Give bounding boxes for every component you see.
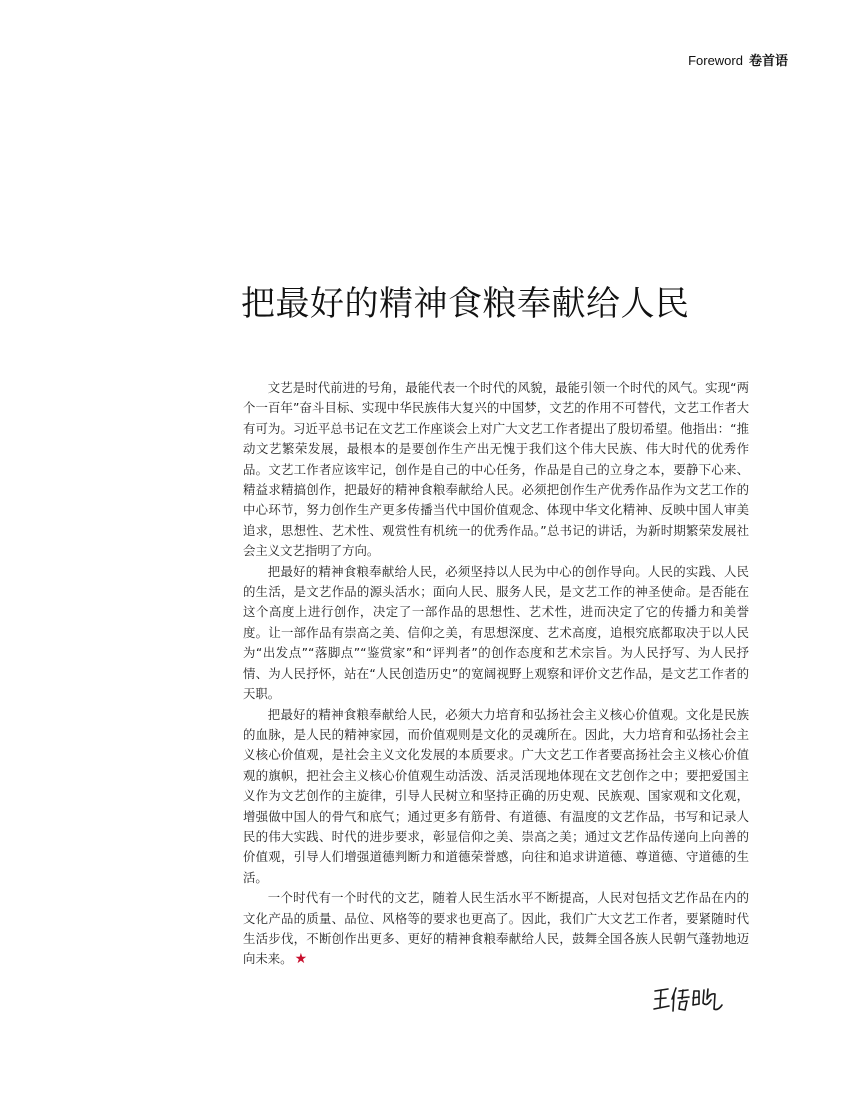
- header-cn: 卷首语: [748, 54, 788, 69]
- end-star-icon: ★: [294, 951, 308, 968]
- article-body: [243, 378, 749, 970]
- author-signature: [652, 985, 724, 1015]
- header-en: Foreword: [688, 53, 743, 68]
- paragraph: 文艺是时代前进的号角，最能代表一个时代的风貌，最能引领一个时代的风气。实现“两个一百年”奋斗目标、实现中华民族伟大复兴的中国梦，文艺的作用不可替代，文艺工作者大有可为。习近平总书记在文艺工作座谈会上对广大文艺工作者提出了殷切希望。他指出：“推动文艺繁荣发展，最根本的是要创作生产出无愧于我们这个伟大民族、伟大时代的优秀作品。文艺工作者应该牢记，创作是自己的中心任务，作品是自己的立身之本，要静下心来、精益求精搞创作，把最好的精神食粮奉献给人民。必须把创作生产优秀作品作为文艺工作的中心环节，努力创作生产更多传播当代中国价值观念、体现中华文化精神、反映中国人审美追求，思想性、艺术性、观赏性有机统一的优秀作品。”总书记的讲话，为新时期繁荣发展社会主义文艺指明了方向。: [243, 380, 749, 559]
- section-header: [688, 50, 788, 69]
- paragraph-text: 一个时代有一个时代的文艺，随着人民生活水平不断提高，人民对包括文艺作品在内的文化产品的质量、品位、风格等的要求也更高了。因此，我们广大文艺工作者，要紧随时代生活步伐，不断创作出更多、更好的精神食粮奉献给人民，鼓舞全国各族人民朝气蓬勃地迈向未来。: [243, 890, 749, 967]
- page-title: 把最好的精神食粮奉献给人民: [241, 284, 690, 324]
- paragraph: 把最好的精神食粮奉献给人民，必须大力培育和弘扬社会主义核心价值观。文化是民族的血脉，是人民的精神家园，而价值观则是文化的灵魂所在。因此，大力培育和弘扬社会主义核心价值观，是社会主义文化发展的本质要求。广大文艺工作者要高扬社会主义核心价值观的旗帜，把社会主义核心价值观生动活泼、活灵活现地体现在文艺创作之中；要把爱国主义作为文艺创作的主旋律，引导人民树立和坚持正确的历史观、民族观、国家观和文化观，增强做中国人的骨气和底气；通过更多有筋骨、有道德、有温度的文艺作品，书写和记录人民的伟大实践、时代的进步要求，彰显信仰之美、崇高之美；通过文艺作品传递向上向善的价值观，引导人们增强道德判断力和道德荣誉感，向往和追求讲道德、尊道德、守道德的生活。: [243, 706, 749, 885]
- paragraph: [243, 888, 749, 970]
- paragraph: 把最好的精神食粮奉献给人民，必须坚持以人民为中心的创作导向。人民的实践、人民的生活，是文艺作品的源头活水；面向人民、服务人民，是文艺工作的神圣使命。是否能在这个高度上进行创作，决定了一部作品的思想性、艺术性，进而决定了它的传播力和美誉度。让一部作品有崇高之美、信仰之美，有思想深度、艺术高度，追根究底都取决于以人民为“出发点”“落脚点”“鉴赏家”和“评判者”的创作态度和艺术宗旨。为人民抒写、为人民抒情、为人民抒怀，站在“人民创造历史”的宽阔视野上观察和评价文艺作品，是文艺工作者的天职。: [243, 563, 749, 702]
